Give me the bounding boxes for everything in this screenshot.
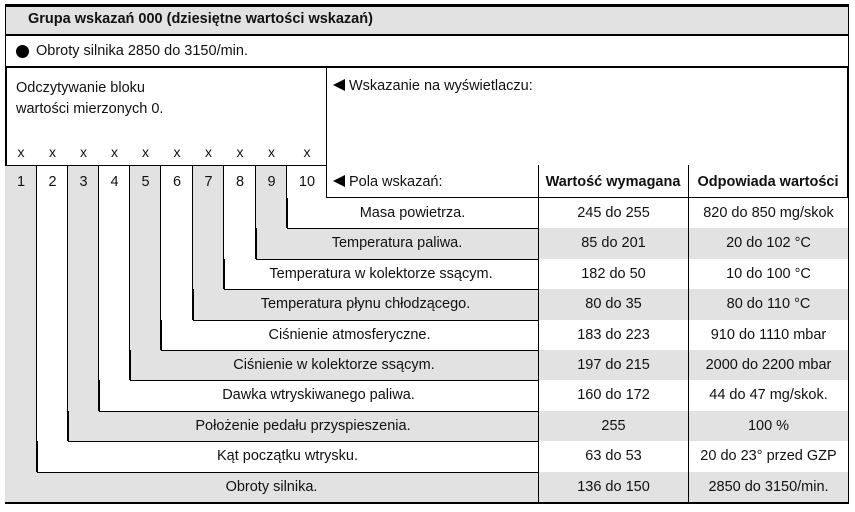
corresponds-value-cell: 2850 do 3150/min. <box>688 472 848 503</box>
field-column-5 <box>130 165 161 350</box>
field-number-3: 3 <box>79 174 88 190</box>
corresponds-value-cell: 820 do 850 mg/skok <box>688 198 848 229</box>
corresponds-value-cell: 910 do 1110 mbar <box>688 320 848 351</box>
block-reading-text <box>16 78 163 120</box>
x-mark: x <box>80 144 87 160</box>
frame-bottom-border <box>5 502 849 504</box>
x-mark: x <box>17 144 25 160</box>
field-name: Kąt początku wtrysku. <box>216 448 359 465</box>
display-label <box>333 78 533 94</box>
required-value-cell: 85 do 201 <box>538 228 688 259</box>
x-mark: x <box>111 144 118 160</box>
field-column-3 <box>68 165 99 411</box>
field-name: Masa powietrza. <box>359 205 466 221</box>
field-name: Temperatura w kolektorze ssącym. <box>269 265 493 282</box>
field-name: Ciśnienie w kolektorze ssącym. <box>233 357 435 373</box>
display-label-text: Wskazanie na wyświetlaczu: <box>349 78 533 94</box>
required-value-cell: 80 do 35 <box>538 289 688 320</box>
table-title: Grupa wskazań 000 (dziesiętne wartości wskazań) <box>28 11 373 27</box>
x-mark: x <box>49 144 56 160</box>
field-column-1 <box>5 165 37 472</box>
field-column-4 <box>99 165 130 380</box>
field-name: Obroty silnika. <box>225 478 318 495</box>
header-bottom-line <box>326 197 848 198</box>
field-number-10: 10 <box>298 174 316 190</box>
condition-text: Obroty silnika 2850 do 3150/min. <box>36 43 248 59</box>
left-triangle-icon <box>333 79 345 91</box>
bullet-icon <box>16 45 29 58</box>
corresponds-value-cell: 20 do 23° przed GZP <box>688 441 848 472</box>
field-number-6: 6 <box>172 174 182 190</box>
field-number-9: 9 <box>267 174 276 190</box>
header-left-line <box>326 165 327 198</box>
field-column-2 <box>37 165 68 441</box>
field-number-2: 2 <box>48 174 57 190</box>
block-reading-line1: Odczytywanie bloku <box>16 80 145 96</box>
required-value-cell: 197 do 215 <box>538 350 688 381</box>
field-name: Ciśnienie atmosferyczne. <box>268 326 431 343</box>
field-name: Położenie pedału przyspieszenia. <box>195 417 411 434</box>
corresponds-value-cell: 80 do 110 °C <box>688 289 848 320</box>
corresponds-value-cell: 10 do 100 °C <box>688 259 848 290</box>
corresponds-value-cell: 2000 do 2200 mbar <box>688 350 848 381</box>
field-number-5: 5 <box>141 174 150 190</box>
block-reading-line2: wartości mierzonych 0. <box>16 101 164 117</box>
header-divider <box>688 165 689 199</box>
required-value-header: Wartość wymagana <box>545 174 681 190</box>
x-row-divider <box>5 165 327 166</box>
field-number-8: 8 <box>235 174 245 190</box>
x-mark: x <box>205 144 212 160</box>
required-value-cell: 245 do 255 <box>538 198 688 229</box>
required-value-cell: 255 <box>538 411 688 442</box>
x-mark: x <box>303 144 311 160</box>
fields-header <box>333 174 443 190</box>
corresponds-value-cell: 20 do 102 °C <box>688 228 848 259</box>
required-value-cell: 136 do 150 <box>538 472 688 503</box>
corresponds-value-header: Odpowiada wartości <box>697 174 839 190</box>
field-number-4: 4 <box>110 174 119 190</box>
field-number-7: 7 <box>204 174 213 190</box>
required-value-cell: 182 do 50 <box>538 259 688 290</box>
field-name: Temperatura płynu chłodzącego. <box>260 296 471 313</box>
required-value-cell: 160 do 172 <box>538 380 688 411</box>
x-mark: x <box>173 144 181 160</box>
fields-header-text: Pola wskazań: <box>349 174 443 190</box>
corresponds-value-cell: 100 % <box>688 411 848 442</box>
left-triangle-icon <box>333 175 345 187</box>
field-name: Temperatura paliwa. <box>331 235 463 252</box>
field-number-1: 1 <box>16 174 26 190</box>
x-mark: x <box>142 144 149 160</box>
x-mark: x <box>236 144 244 160</box>
corresponds-value-cell: 44 do 47 mg/skok. <box>688 380 848 411</box>
required-value-cell: 63 do 53 <box>538 441 688 472</box>
field-name: Dawka wtryskiwanego paliwa. <box>222 387 415 404</box>
required-value-cell: 183 do 223 <box>538 320 688 351</box>
header-divider <box>538 165 539 199</box>
x-mark: x <box>268 144 275 160</box>
